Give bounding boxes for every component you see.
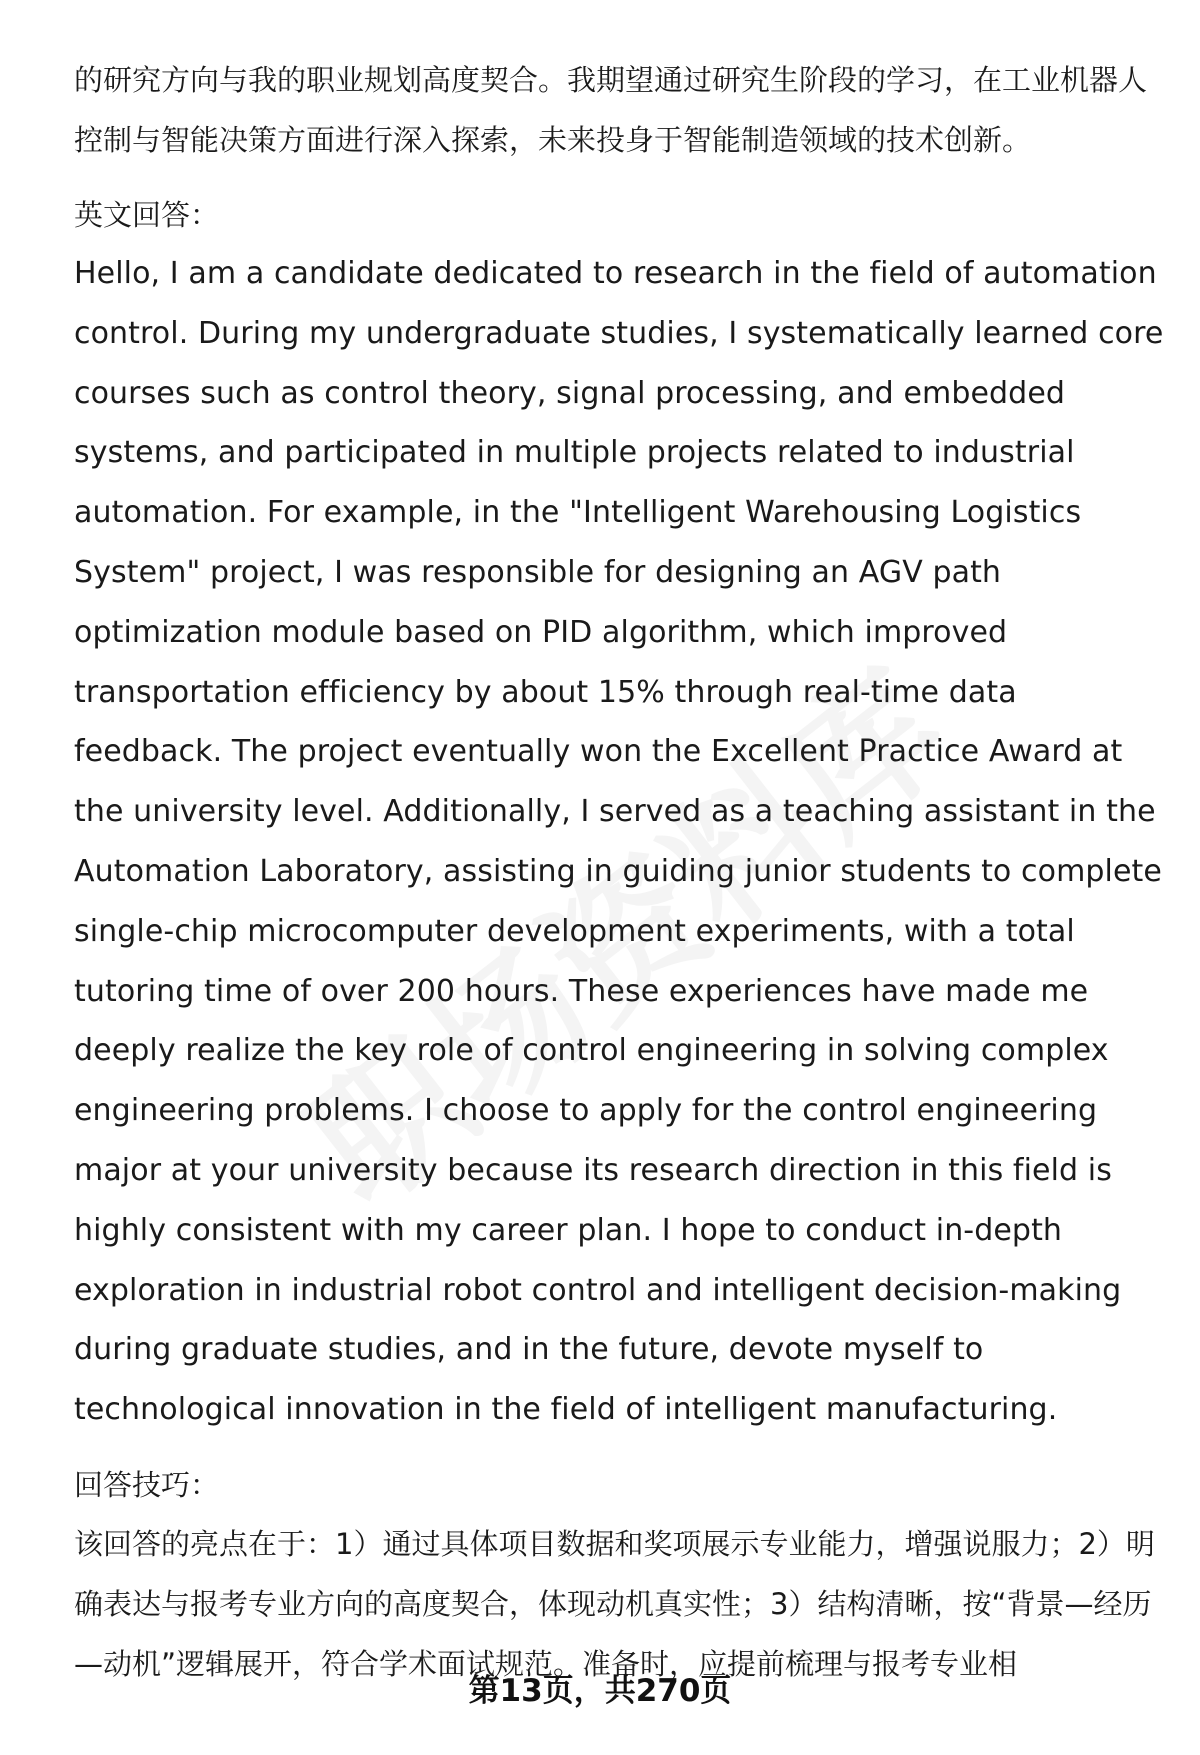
page-number: 第13页，共270页 bbox=[468, 1673, 732, 1709]
tips-label: 回答技巧： bbox=[74, 1467, 220, 1502]
document-page bbox=[74, 50, 1164, 1694]
tips-paragraph: 该回答的亮点在于：1）通过具体项目数据和奖项展示专业能力，增强说服力；2）明确表达与报考专业方向的高度契合，体现动机真实性；3）结构清晰，按“背景—经历—动机”逻辑展开，符合学术面试规范。准备时，应提前梳理与报考专业相 bbox=[74, 1526, 1155, 1681]
english-answer-label: 英文回答： bbox=[74, 198, 220, 232]
intro-paragraph: 的研究方向与我的职业规划高度契合。我期望通过研究生阶段的学习，在工业机器人控制与智能决策方面进行深入探索，未来投身于智能制造领域的技术创新。 bbox=[74, 63, 1148, 157]
english-answer-paragraph: Hello, I am a candidate dedicated to research in the field of automation control. During my undergraduate studies, I systematically learned core courses such as control theory, signal processing, and embedded systems, and participated in multiple projects related to industrial automation. For example, in the "Intelligent Warehousing Logistics System" project, I was responsible for designing an AGV path optimization module based on PID algorithm, which improved transportation efficiency by about 15% through real-time data feedback. The project eventually won the Excellent Practice Award at the university level. Additionally, I served as a teaching assistant in the Automation Laboratory, assisting in guiding junior students to complete single-chip microcomputer development experiments, with a total tutoring time of over 200 hours. These experiences have made me deeply realize the key role of control engineering in solving complex engineering problems. I choose to apply for the control engineering major at your university because its research direction in this field is highly consistent with my career plan. I hope to conduct in-depth exploration in industrial robot control and intelligent decision-making during graduate studies, and in the future, devote myself to technological innovation in the field of intelligent manufacturing. bbox=[74, 256, 1164, 1428]
